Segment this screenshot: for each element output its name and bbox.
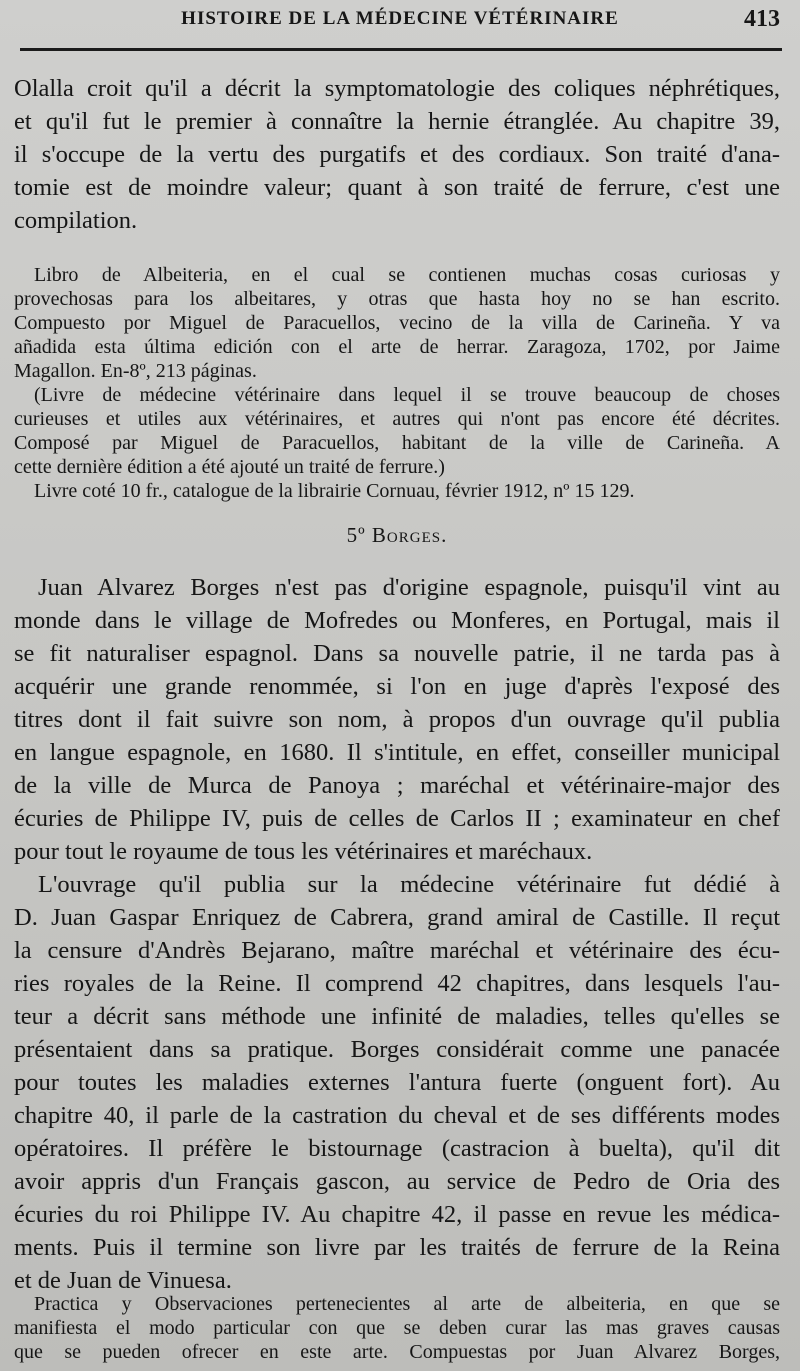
text-line: ries royales de la Reine. Il comprend 42 chapitres, dans lesquels l'au- — [14, 970, 780, 997]
text-line: se fit naturaliser espagnol. Dans sa nouvelle patrie, il ne tarda pas à — [14, 640, 780, 667]
reference-line: Composé par Miguel de Paracuellos, habitant de la ville de Carineña. A — [14, 432, 780, 454]
text-line: monde dans le village de Mofredes ou Monferes, en Portugal, mais il — [14, 607, 780, 634]
text-line: pour tout le royaume de tous les vétérinaires et maréchaux. — [14, 838, 593, 865]
reference-line: que se pueden ofrecer en este arte. Compuestas por Juan Alvarez Borges, — [14, 1341, 780, 1363]
reference-line: Magallon. En-8º, 213 páginas. — [14, 360, 257, 382]
text-line: tomie est de moindre valeur; quant à son traité de ferrure, c'est une — [14, 174, 780, 201]
running-header — [14, 6, 786, 36]
bibliographic-reference-borges — [14, 1292, 780, 1364]
reference-line: provechosas para los albeitares, y otras que hasta hoy no se han escrito. — [14, 288, 780, 310]
text-line: Juan Alvarez Borges n'est pas d'origine espagnole, puisqu'il vint au — [38, 574, 780, 601]
text-line: de la ville de Murca de Panoya ; maréchal et vétérinaire-major des — [14, 772, 780, 799]
reference-line: (Livre de médecine vétérinaire dans lequel il se trouve beaucoup de choses — [34, 384, 780, 406]
section-heading: 5º Borges. — [346, 523, 448, 547]
text-line: teur a décrit sans méthode une infinité de maladies, telles qu'elles se — [14, 1003, 780, 1030]
reference-line: Libro de Albeiteria, en el cual se contienen muchas cosas curiosas y — [34, 264, 780, 286]
bibliographic-reference-paracuellos — [14, 263, 780, 503]
text-line: en langue espagnole, en 1680. Il s'intitule, en effet, conseiller municipal — [14, 739, 780, 766]
text-line: acquérir une grande renommée, si l'on en juge d'après l'exposé des — [14, 673, 780, 700]
text-line: écuries de Philippe IV, puis de celles de Carlos II ; examinateur en chef — [14, 805, 780, 832]
reference-line: curieuses et utiles aux vétérinaires, et autres qui n'ont pas encore été décrites. — [14, 408, 780, 430]
running-title: HISTOIRE DE LA MÉDECINE VÉTÉRINAIRE — [181, 8, 619, 29]
reference-line: manifiesta el modo particular con que se deben curar las mas graves causas — [14, 1317, 780, 1339]
text-line: et de Juan de Vinuesa. — [14, 1267, 232, 1294]
intro-paragraph — [14, 72, 780, 237]
text-line: il s'occupe de la vertu des purgatifs et des cordiaux. Son traité d'ana- — [14, 141, 780, 168]
text-line: D. Juan Gaspar Enriquez de Cabrera, grand amiral de Castille. Il reçut — [14, 904, 780, 931]
text-line: présentaient dans sa pratique. Borges considérait comme une panacée — [14, 1036, 780, 1063]
text-line: Olalla croit qu'il a décrit la symptomatologie des coliques néphrétiques, — [14, 75, 780, 102]
text-line: la censure d'Andrès Bejarano, maître maréchal et vétérinaire des écu- — [14, 937, 780, 964]
header-rule — [20, 48, 782, 51]
text-line: titres dont il fait suivre son nom, à propos d'un ouvrage qu'il publia — [14, 706, 780, 733]
page-number: 413 — [744, 6, 780, 32]
text-line: pour toutes les maladies externes l'antura fuerte (onguent fort). Au — [14, 1069, 780, 1096]
reference-line: Practica y Observaciones pertenecientes al arte de albeiteria, en que se — [34, 1293, 780, 1315]
text-line: ments. Puis il termine son livre par les traités de ferrure de la Reina — [14, 1234, 780, 1261]
reference-line: Compuesto por Miguel de Paracuellos, vecino de la villa de Carineña. Y va — [14, 312, 780, 334]
text-line: et qu'il fut le premier à connaître la hernie étranglée. Au chapitre 39, — [14, 108, 780, 135]
text-line: chapitre 40, il parle de la castration du cheval et de ses différents modes — [14, 1102, 780, 1129]
text-line: avoir appris d'un Français gascon, au service de Pedro de Oria des — [14, 1168, 780, 1195]
text-line: compilation. — [14, 207, 138, 234]
paragraph-borges-origin — [14, 571, 780, 868]
text-line: opératoires. Il préfère le bistournage (castracion à buelta), qu'il dit — [14, 1135, 780, 1162]
paragraph-borges-work — [14, 868, 780, 1297]
reference-line: Livre coté 10 fr., catalogue de la librairie Cornuau, février 1912, nº 15 129. — [34, 480, 635, 502]
reference-line: añadida esta última edición con el arte de herrar. Zaragoza, 1702, por Jaime — [14, 336, 780, 358]
text-line: L'ouvrage qu'il publia sur la médecine vétérinaire fut dédié à — [38, 871, 780, 898]
text-line: écuries du roi Philippe IV. Au chapitre 42, il passe en revue les médica- — [14, 1201, 780, 1228]
reference-line: cette dernière édition a été ajouté un traité de ferrure.) — [14, 456, 445, 478]
